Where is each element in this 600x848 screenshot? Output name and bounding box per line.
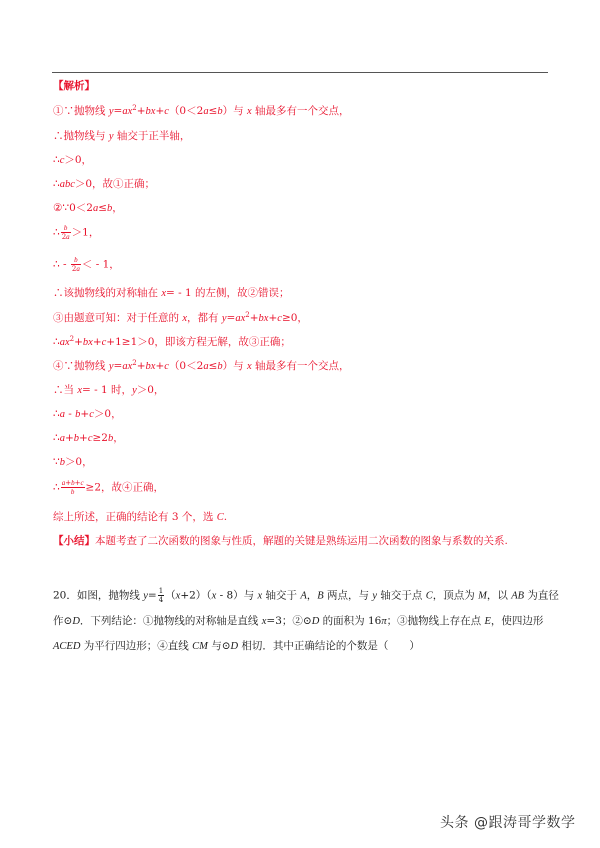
- question-line-3: ACED 为平行四边形；④直线 CM 与⊙D 相切．其中正确结论的个数是（ ）: [53, 640, 420, 652]
- header-divider: [52, 72, 548, 73]
- summary-text: 本题考查了二次函数的图象与性质，解题的关键是熟练运用二次函数的图象与系数的关系.: [95, 535, 508, 547]
- summary: [53, 534, 508, 548]
- analysis-line-7: ∴ - $\frac{b}{2a}$ ＜ - 1，: [53, 256, 120, 273]
- analysis-header: 【解析】: [53, 80, 95, 92]
- analysis-line-4: ∴abc＞0，故①正确；: [53, 178, 156, 190]
- analysis-line-14: ∴a+b+c≥2b，: [53, 432, 124, 444]
- summary-label: 【小结】: [53, 535, 95, 547]
- analysis-line-10: $\therefore ax^2+bx+c+1\ge 1>0$，即该方程无解，故③正确；: [53, 335, 291, 348]
- analysis-line-5: ②∵0＜2a≤b，: [53, 202, 123, 214]
- analysis-line-1: ①∵抛物线 $y=ax^2+bx+c(0<2a\le b)$与 x 轴最多有一个交点，: [53, 104, 350, 117]
- analysis-conclusion: 综上所述，正确的结论有 3 个，选 C.: [53, 511, 228, 523]
- question-line-2: 作⊙D．下列结论：①抛物线的对称轴是直线 x=3；②⊙D 的面积为 16π；③抛物线上存在点 E，使四边形: [53, 615, 544, 627]
- analysis-line-6: ∴ $\frac{b}{2a}$ ＞1，: [53, 224, 100, 241]
- analysis-line-13: ∴a - b+c＞0，: [53, 408, 122, 420]
- analysis-line-15: ∵b＞0，: [53, 456, 93, 468]
- analysis-line-11: ④∵抛物线 $y=ax^2+bx+c(0<2a\le b)$与 x 轴最多有一个交点，: [53, 359, 350, 372]
- question-line-1: 20．如图，抛物线 y= $\frac{1}{4}$ （x+2）（x - 8）与 x 轴交于 A，B 两点，与 y 轴交于点 C，顶点为 M，以 AB 为直径: [53, 587, 559, 604]
- analysis-line-8: ∴该抛物线的对称轴在 x= - 1 的左侧，故②错误；: [53, 287, 290, 299]
- analysis-line-16: ∴ $\frac{a+b+c}{b}$ ≥2，故④正确，: [53, 479, 165, 496]
- analysis-line-3: ∴c＞0，: [53, 154, 93, 166]
- analysis-line-9: ③由题意可知：对于任意的 x，都有 $y=ax^2+bx+c\ge 0$，: [53, 311, 308, 324]
- analysis-line-2: ∴抛物线与 y 轴交于正半轴，: [53, 130, 191, 142]
- watermark: 头条 @跟涛哥学数学: [440, 815, 576, 831]
- analysis-line-12: ∴当 x= - 1 时，y＞0，: [53, 384, 165, 396]
